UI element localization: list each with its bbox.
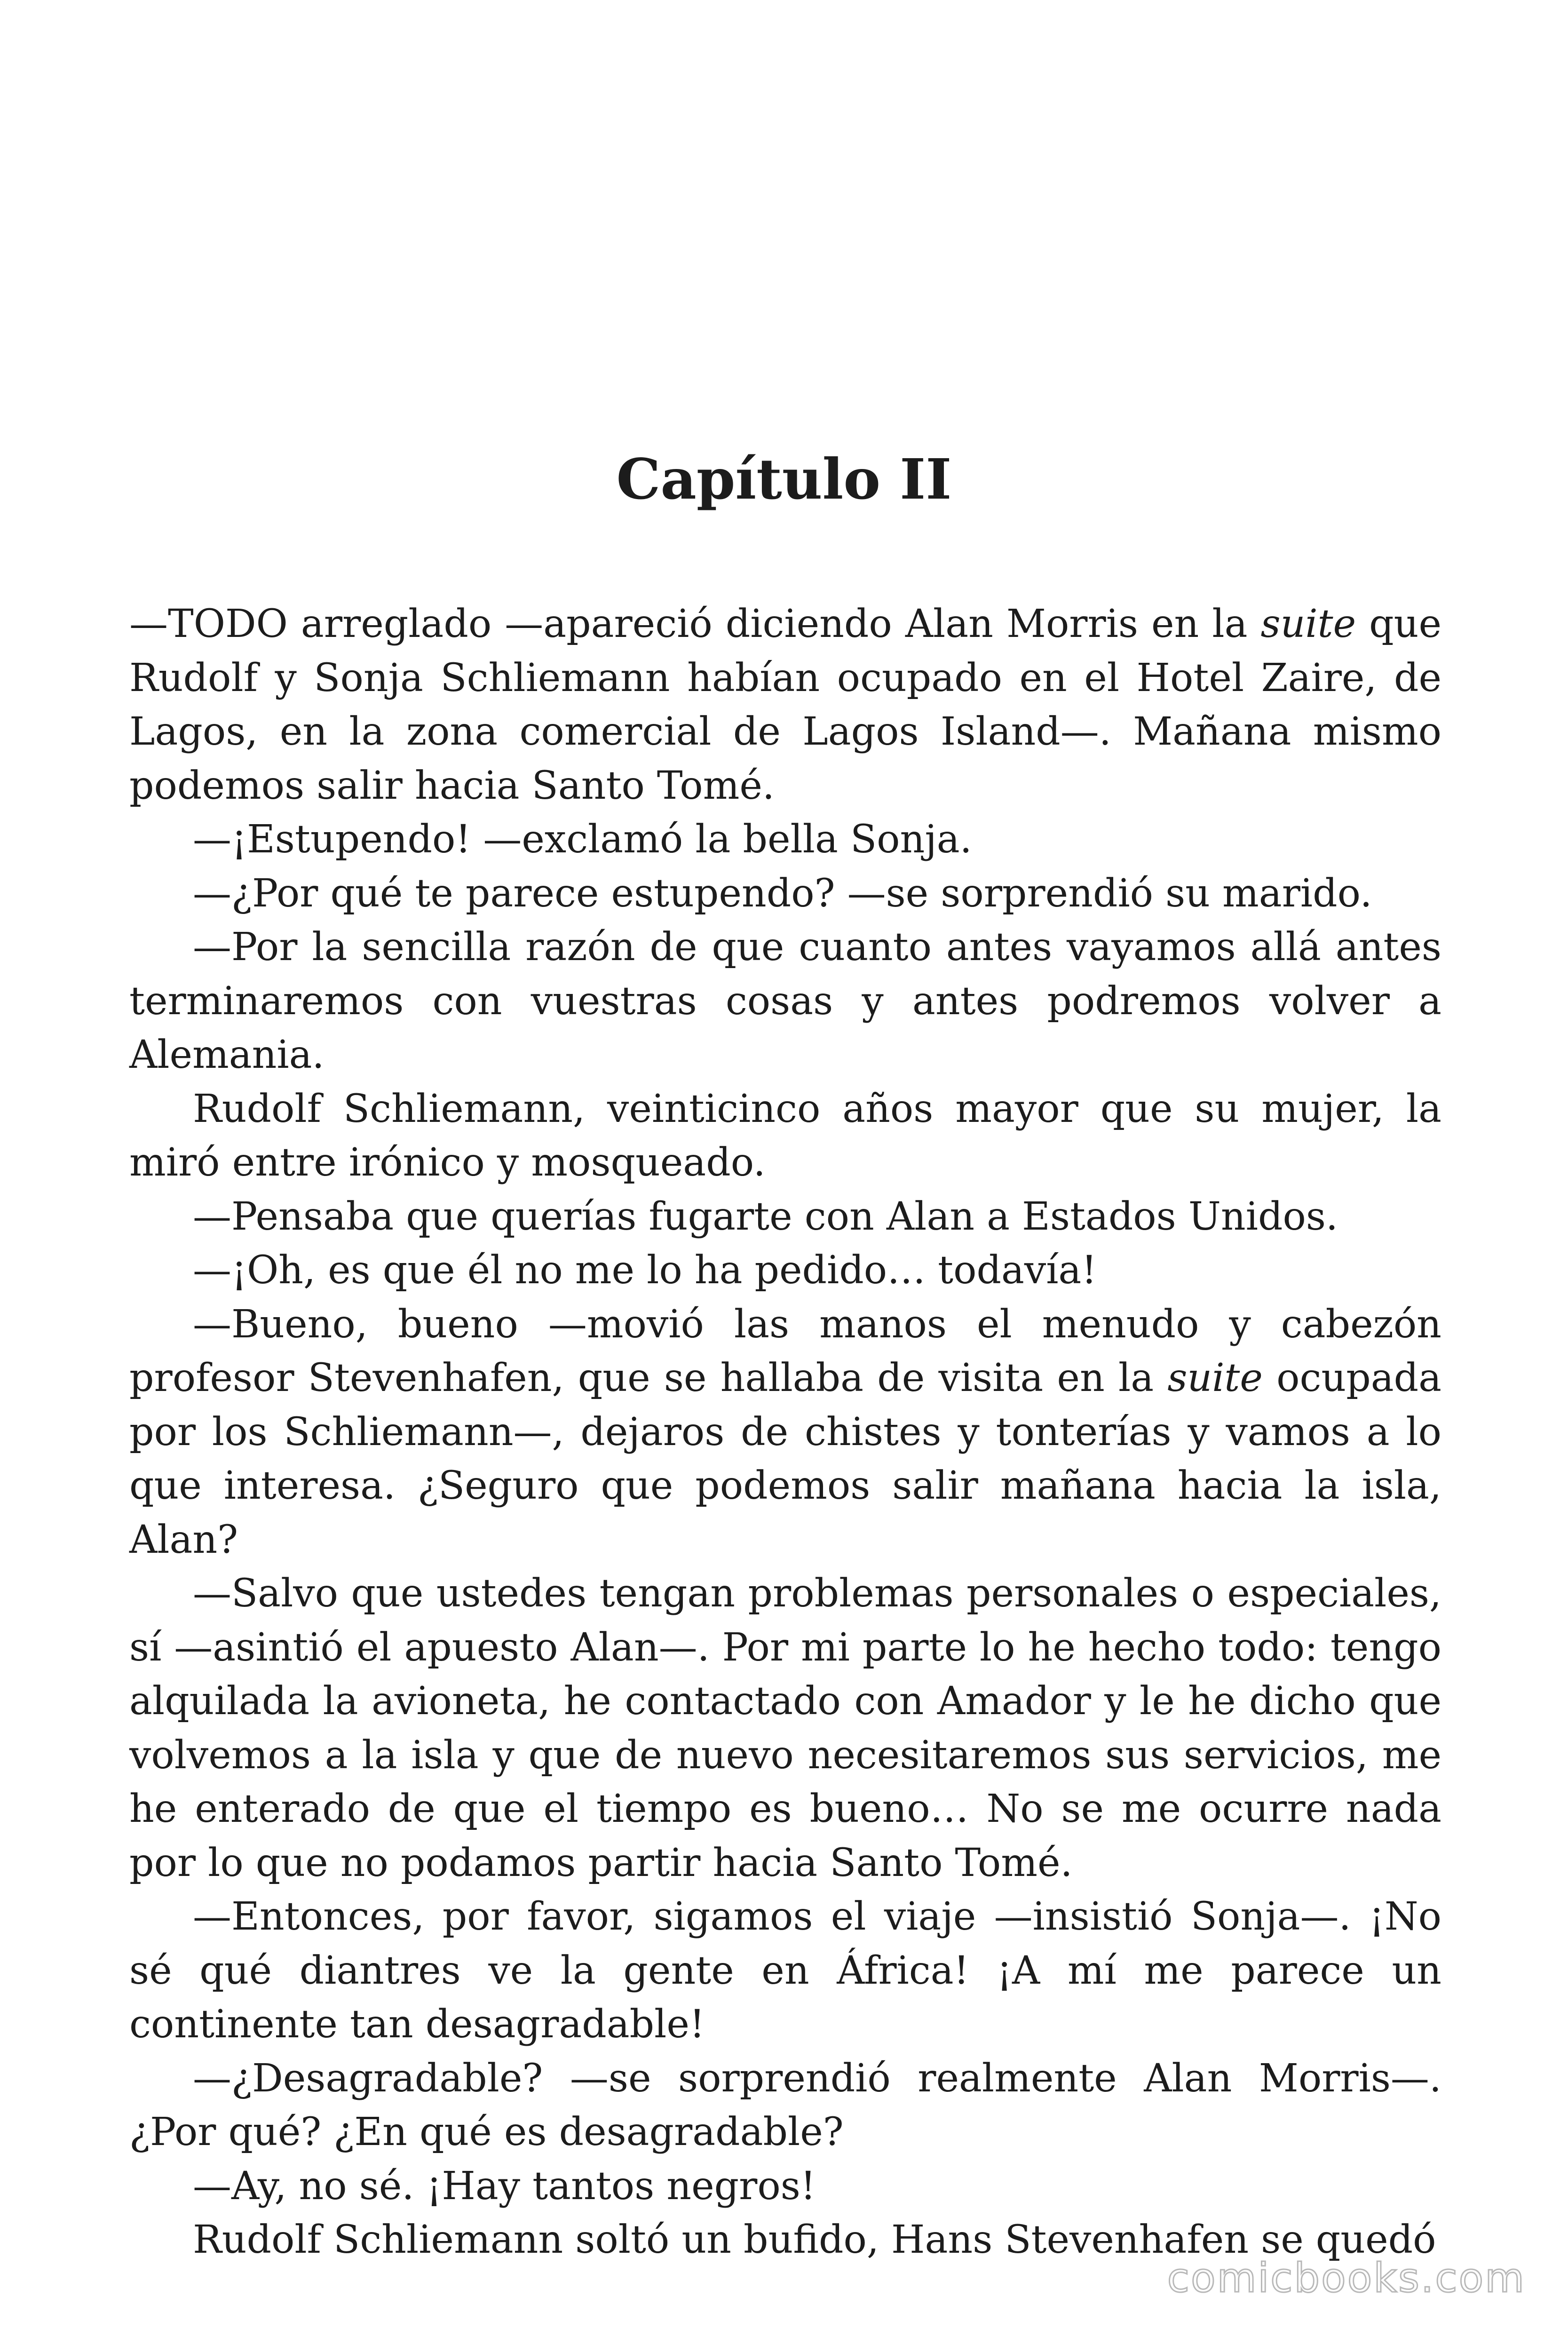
paragraph: Rudolf Schliemann soltó un bufido, Hans Stevenhafen se quedó <box>193 2217 1436 2262</box>
paragraph: —Entonces, por favor, sigamos el viaje —insistió Sonja—. ¡No sé qué diantres ve la gente en África! ¡A mí me parece un continente tan desagradable! <box>129 1894 1441 2047</box>
watermark: comicbooks.com <box>1167 2255 1526 2302</box>
italic-word: suite <box>1167 1356 1263 1400</box>
paragraph: —Por la sencilla razón de que cuanto antes vayamos allá antes terminaremos con vuestras cosas y antes podremos volver a Alemania. <box>129 925 1441 1077</box>
chapter-body <box>129 597 1441 2267</box>
chapter-title: Capítulo II <box>616 446 952 512</box>
paragraph: Rudolf Schliemann, veinticinco años mayor que su mujer, la miró entre irónico y mosqueado. <box>129 1086 1441 1185</box>
paragraph: —Salvo que ustedes tengan problemas personales o especiales, sí —asintió el apuesto Alan—. Por mi parte lo he hecho todo: tengo alquilada la avioneta, he contactado con Amador y le he dicho que volvemos a la isla y que de nuevo necesitaremos sus servicios, me he enterado de que el tiempo es bueno… No se me ocurre nada por lo que no podamos partir hacia Santo Tomé. <box>129 1571 1441 1885</box>
paragraph: —Bueno, bueno —movió las manos el menudo y cabezón profesor Stevenhafen, que se hallaba de visita en la suite ocupada por los Schliemann—, dejaros de chistes y tonterías y vamos a lo que interesa. ¿Seguro que podemos salir mañana hacia la isla, Alan? <box>129 1302 1441 1562</box>
paragraph: —Ay, no sé. ¡Hay tantos negros! <box>193 2163 816 2209</box>
paragraph: —TODO arreglado —apareció diciendo Alan Morris en la suite que Rudolf y Sonja Schliemann habían ocupado en el Hotel Zaire, de Lagos, en la zona comercial de Lagos Island—. Mañana mismo podemos salir hacia Santo Tomé. <box>129 602 1441 808</box>
paragraph: —¡Oh, es que él no me lo ha pedido… todavía! <box>193 1248 1097 1293</box>
paragraph: —¿Por qué te parece estupendo? —se sorprendió su marido. <box>193 871 1372 916</box>
paragraph: —¿Desagradable? —se sorprendió realmente Alan Morris—. ¿Por qué? ¿En qué es desagradable? <box>129 2056 1441 2154</box>
italic-word: suite <box>1260 602 1356 646</box>
paragraph: —Pensaba que querías fugarte con Alan a Estados Unidos. <box>193 1194 1338 1239</box>
paragraph: —¡Estupendo! —exclamó la bella Sonja. <box>193 817 972 862</box>
